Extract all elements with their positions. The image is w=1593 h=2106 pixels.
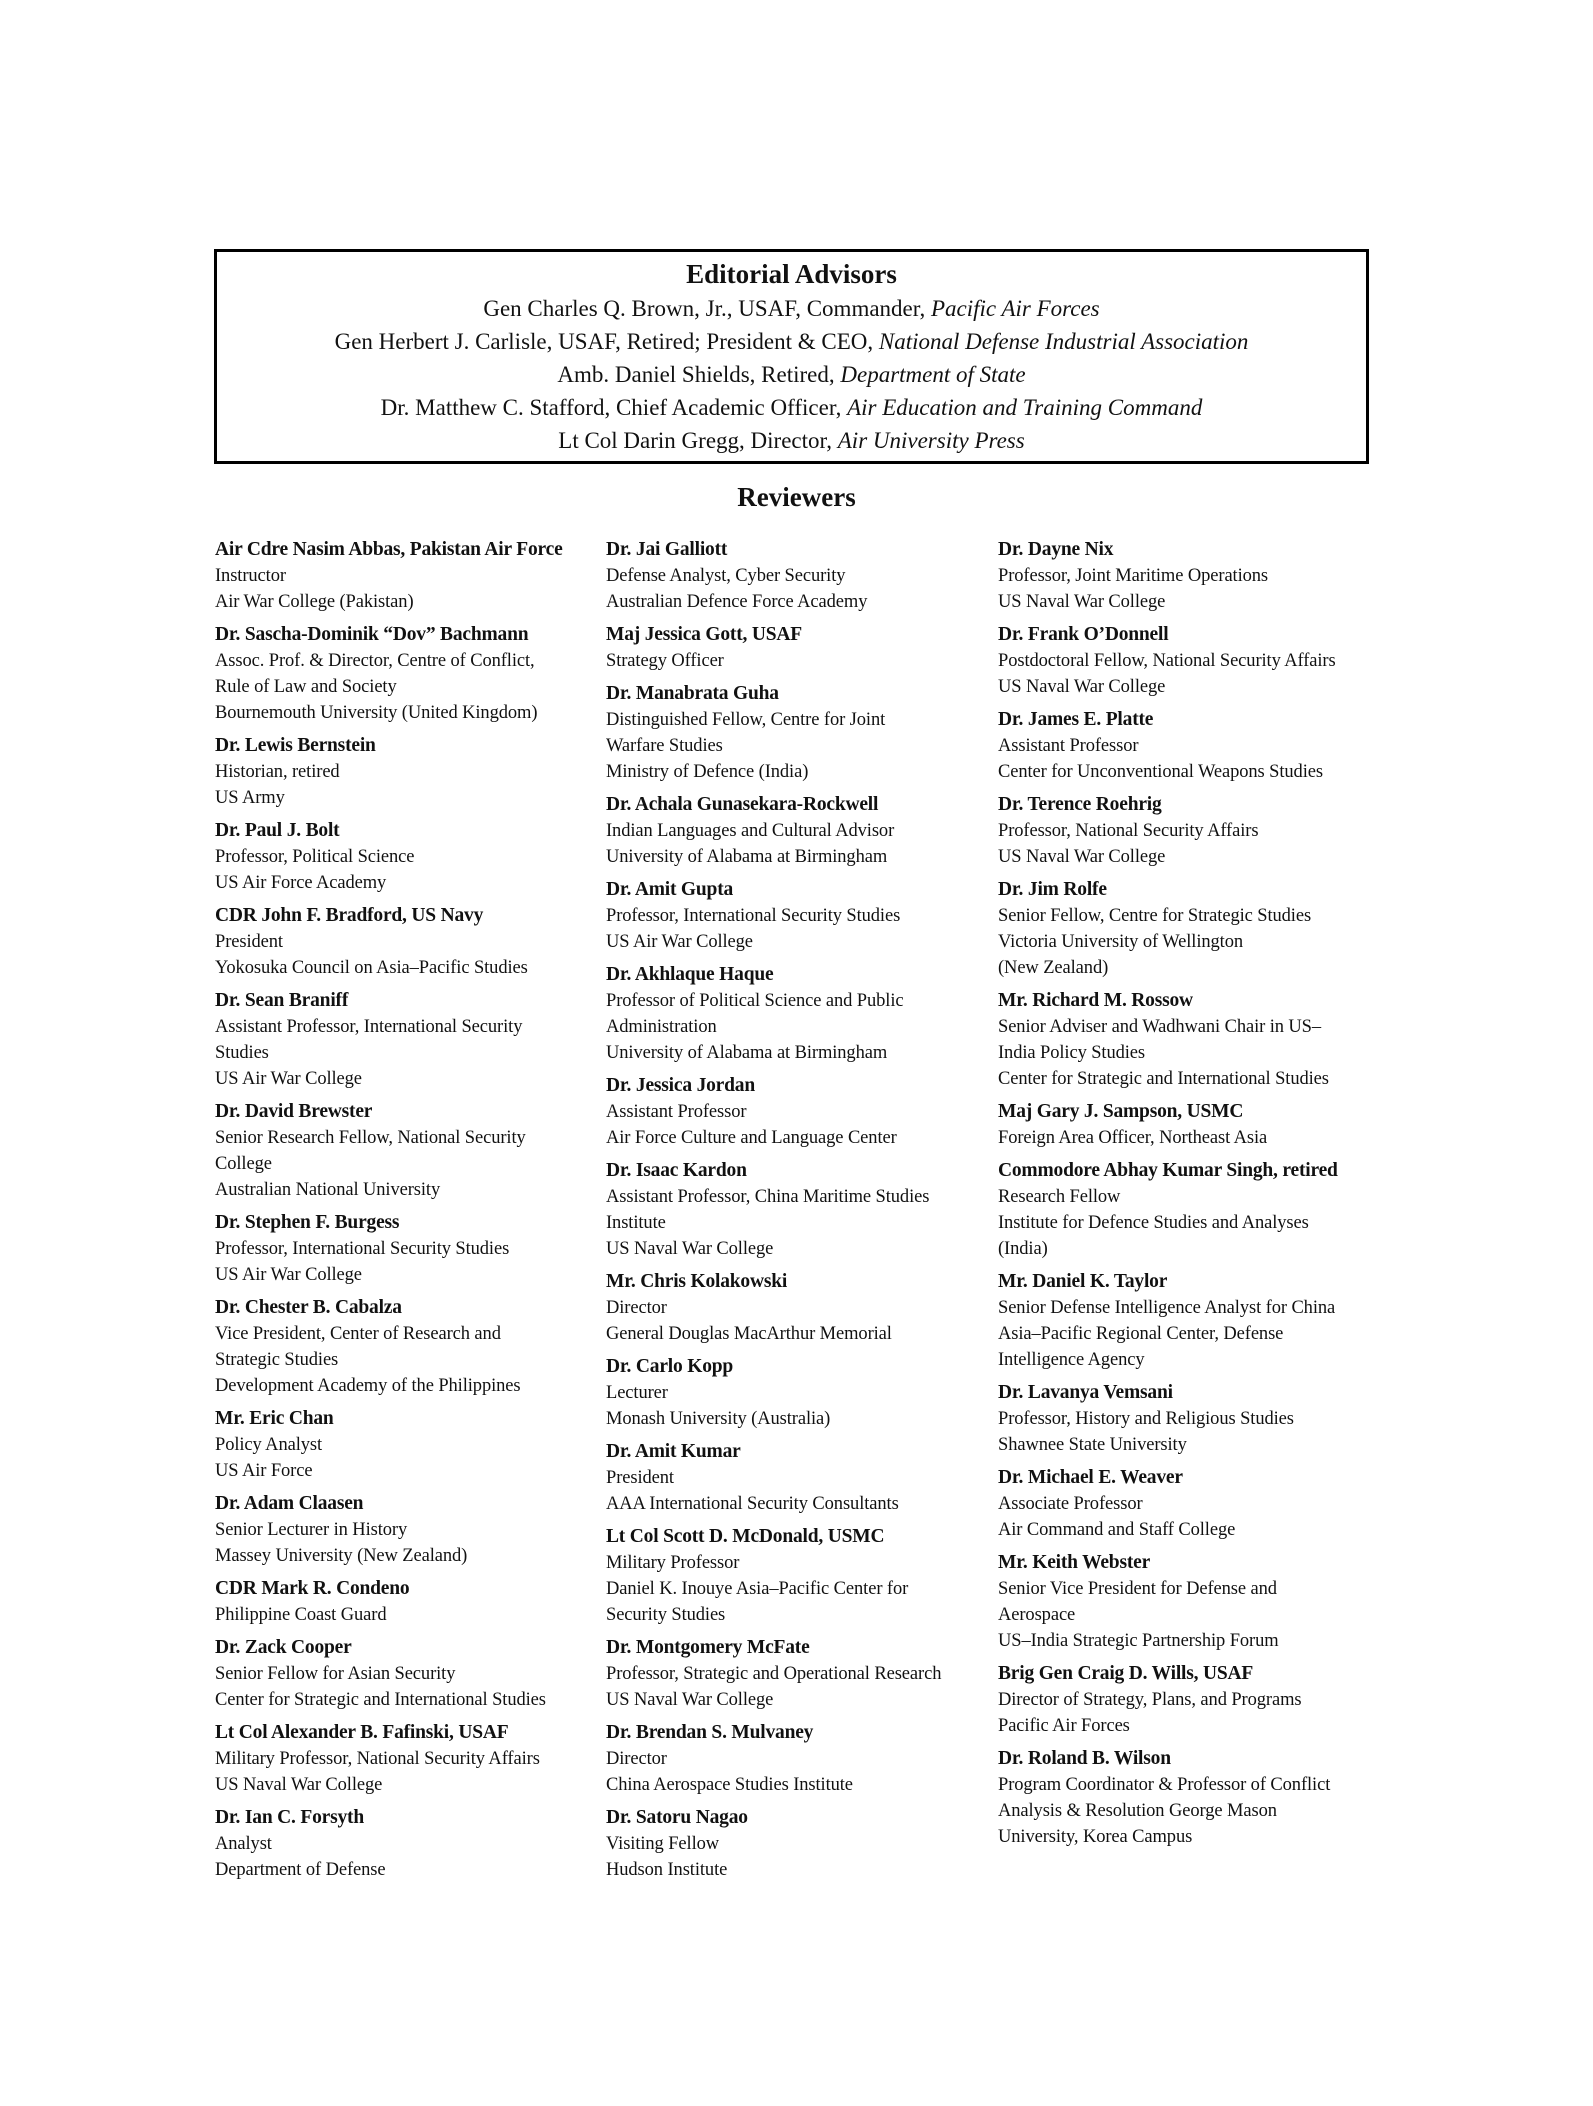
reviewer-affiliation-line: Asia–Pacific Regional Center, Defense	[998, 1324, 1284, 1344]
reviewer-affiliation-line: Defense Analyst, Cyber Security	[606, 566, 846, 586]
reviewer-affiliation-line: Foreign Area Officer, Northeast Asia	[998, 1128, 1268, 1148]
reviewer-name: Maj Gary J. Sampson, USMC	[998, 1101, 1244, 1122]
reviewer-affiliation-line: US Naval War College	[998, 847, 1166, 867]
reviewer-affiliation-line: Senior Lecturer in History	[215, 1520, 408, 1540]
reviewer-affiliation-line: Australian Defence Force Academy	[606, 592, 868, 612]
reviewer-affiliation-line: Victoria University of Wellington	[998, 932, 1244, 952]
reviewer-entry	[606, 1524, 991, 1628]
reviewer-entry	[606, 1720, 991, 1798]
reviewer-entry	[215, 1635, 600, 1713]
reviewer-entry	[215, 1720, 600, 1798]
reviewer-affiliation-line: US Air War College	[215, 1265, 362, 1285]
reviewer-name: Dr. Jessica Jordan	[606, 1075, 755, 1096]
reviewer-affiliation-line: Administration	[606, 1017, 717, 1037]
reviewer-affiliation-line: Professor, Strategic and Operational Research	[606, 1664, 942, 1684]
editorial-advisors-title: Editorial Advisors	[686, 259, 897, 289]
reviewer-entry	[998, 988, 1383, 1092]
reviewer-affiliation-line: US Air Force Academy	[215, 873, 387, 893]
reviewer-affiliation-line: Senior Defense Intelligence Analyst for China	[998, 1298, 1336, 1318]
reviewer-entry	[606, 792, 991, 870]
reviewer-affiliation-line: Institute for Defence Studies and Analyses	[998, 1213, 1309, 1233]
reviewer-name: CDR John F. Bradford, US Navy	[215, 905, 484, 926]
reviewer-affiliation-line: President	[606, 1468, 674, 1488]
editorial-advisors-box	[214, 249, 1369, 464]
reviewer-affiliation-line: Senior Fellow for Asian Security	[215, 1664, 456, 1684]
reviewer-affiliation-line: Intelligence Agency	[998, 1350, 1145, 1370]
reviewer-affiliation-line: Hudson Institute	[606, 1860, 728, 1880]
advisor-line	[217, 292, 1366, 325]
reviewer-name: Lt Col Scott D. McDonald, USMC	[606, 1526, 885, 1547]
reviewer-affiliation-line: US Naval War College	[606, 1239, 774, 1259]
reviewer-entry	[215, 903, 600, 981]
advisor-org: Air University Press	[837, 428, 1025, 453]
reviewer-entry	[606, 681, 991, 785]
reviewer-name: Dr. James E. Platte	[998, 709, 1154, 730]
reviewer-entry	[215, 733, 600, 811]
advisor-line	[217, 391, 1366, 424]
reviewer-affiliation-line: Senior Research Fellow, National Security	[215, 1128, 526, 1148]
reviewer-name: Dr. Lewis Bernstein	[215, 735, 376, 756]
reviewer-affiliation-line: Director of Strategy, Plans, and Programs	[998, 1690, 1302, 1710]
reviewer-affiliation-line: Assistant Professor	[606, 1102, 747, 1122]
reviewer-entry	[215, 1099, 600, 1203]
reviewer-affiliation-line: Shawnee State University	[998, 1435, 1187, 1455]
reviewer-name: Dr. Sean Braniff	[215, 990, 349, 1011]
reviewer-entry	[606, 962, 991, 1066]
reviewer-affiliation-line: University of Alabama at Birmingham	[606, 847, 888, 867]
reviewer-affiliation-line: Professor, History and Religious Studies	[998, 1409, 1294, 1429]
reviewer-affiliation-line: Senior Adviser and Wadhwani Chair in US–	[998, 1017, 1322, 1037]
reviewer-name: Dr. Lavanya Vemsani	[998, 1382, 1173, 1403]
reviewer-affiliation-line: Policy Analyst	[215, 1435, 323, 1455]
reviewer-affiliation-line: Massey University (New Zealand)	[215, 1546, 468, 1566]
reviewer-affiliation-line: US–India Strategic Partnership Forum	[998, 1631, 1279, 1651]
reviewer-entry	[606, 1354, 991, 1432]
reviewer-name: Dr. Brendan S. Mulvaney	[606, 1722, 814, 1743]
reviewer-affiliation-line: Military Professor, National Security Affairs	[215, 1749, 540, 1769]
reviewer-entry	[215, 1406, 600, 1484]
reviewer-affiliation-line: Professor, Political Science	[215, 847, 415, 867]
reviewer-affiliation-line: University, Korea Campus	[998, 1827, 1193, 1847]
reviewer-name: Dr. Akhlaque Haque	[606, 964, 774, 985]
reviewer-name: Mr. Chris Kolakowski	[606, 1271, 788, 1292]
reviewer-entry	[998, 1099, 1383, 1151]
reviewer-affiliation-line: Yokosuka Council on Asia–Pacific Studies	[215, 958, 528, 978]
reviewer-affiliation-line: Program Coordinator & Professor of Conflict	[998, 1775, 1331, 1795]
reviewer-affiliation-line: Postdoctoral Fellow, National Security Affairs	[998, 651, 1336, 671]
reviewer-name: Dr. Roland B. Wilson	[998, 1748, 1171, 1769]
reviewer-affiliation-line: AAA International Security Consultants	[606, 1494, 899, 1514]
reviewer-affiliation-line: Professor, International Security Studies	[215, 1239, 510, 1259]
reviewer-entry	[998, 877, 1383, 981]
reviewers-title: Reviewers	[737, 482, 856, 512]
reviewer-affiliation-line: Daniel K. Inouye Asia–Pacific Center for	[606, 1579, 909, 1599]
reviewer-affiliation-line: Director	[606, 1298, 667, 1318]
reviewer-name: Dr. Isaac Kardon	[606, 1160, 747, 1181]
reviewer-affiliation-line: Australian National University	[215, 1180, 441, 1200]
reviewer-affiliation-line: Strategic Studies	[215, 1350, 339, 1370]
reviewer-affiliation-line: US Naval War College	[998, 592, 1166, 612]
reviewer-affiliation-line: Professor of Political Science and Public	[606, 991, 904, 1011]
reviewer-affiliation-line: Monash University (Australia)	[606, 1409, 831, 1429]
reviewer-affiliation-line: Strategy Officer	[606, 651, 724, 671]
reviewer-affiliation-line: University of Alabama at Birmingham	[606, 1043, 888, 1063]
reviewer-affiliation-line: Studies	[215, 1043, 269, 1063]
reviewer-name: Dr. Amit Kumar	[606, 1441, 741, 1462]
reviewer-affiliation-line: Military Professor	[606, 1553, 740, 1573]
reviewer-affiliation-line: Visiting Fellow	[606, 1834, 720, 1854]
reviewer-affiliation-line: US Air War College	[215, 1069, 362, 1089]
reviewer-affiliation-line: Professor, National Security Affairs	[998, 821, 1259, 841]
reviewer-name: Brig Gen Craig D. Wills, USAF	[998, 1663, 1254, 1684]
reviewer-affiliation-line: Professor, International Security Studies	[606, 906, 901, 926]
reviewer-affiliation-line: Center for Unconventional Weapons Studies	[998, 762, 1323, 782]
reviewer-entry	[606, 1269, 991, 1347]
reviewer-affiliation-line: Security Studies	[606, 1605, 726, 1625]
reviewer-entry	[606, 1073, 991, 1151]
reviewer-affiliation-line: General Douglas MacArthur Memorial	[606, 1324, 892, 1344]
reviewer-affiliation-line: President	[215, 932, 283, 952]
reviewer-name: Dr. Jai Galliott	[606, 539, 728, 560]
reviewer-affiliation-line: Pacific Air Forces	[998, 1716, 1130, 1736]
reviewer-name: Dr. Montgomery McFate	[606, 1637, 810, 1658]
reviewer-name: Air Cdre Nasim Abbas, Pakistan Air Force	[215, 539, 563, 560]
reviewer-affiliation-line: Air Force Culture and Language Center	[606, 1128, 897, 1148]
reviewer-affiliation-line: India Policy Studies	[998, 1043, 1146, 1063]
reviewer-affiliation-line: Rule of Law and Society	[215, 677, 397, 697]
reviewer-affiliation-line: Analysis & Resolution George Mason	[998, 1801, 1277, 1821]
reviewer-entry	[998, 1465, 1383, 1543]
advisor-line	[217, 325, 1366, 358]
reviewer-affiliation-line: Professor, Joint Maritime Operations	[998, 566, 1269, 586]
reviewer-affiliation-line: US Army	[215, 788, 285, 808]
reviewer-entry	[998, 1158, 1383, 1262]
reviewer-entry	[215, 1210, 600, 1288]
reviewer-name: Dr. Sascha-Dominik “Dov” Bachmann	[215, 624, 529, 645]
reviewer-name: Dr. Zack Cooper	[215, 1637, 352, 1658]
reviewer-entry	[998, 1550, 1383, 1654]
reviewer-affiliation-line: US Air Force	[215, 1461, 313, 1481]
reviewers-column-1	[215, 537, 600, 1890]
reviewer-name: Mr. Richard M. Rossow	[998, 990, 1193, 1011]
reviewer-affiliation-line: Director	[606, 1749, 667, 1769]
reviewer-affiliation-line: Air War College (Pakistan)	[215, 592, 414, 612]
reviewer-affiliation-line: US Naval War College	[606, 1690, 774, 1710]
reviewer-name: Mr. Daniel K. Taylor	[998, 1271, 1168, 1292]
reviewer-entry	[215, 537, 600, 615]
reviewer-affiliation-line: Vice President, Center of Research and	[215, 1324, 501, 1344]
advisor-name: Amb. Daniel Shields, Retired,	[557, 362, 841, 387]
reviewer-entry	[998, 1380, 1383, 1458]
reviewer-affiliation-line: Bournemouth University (United Kingdom)	[215, 703, 538, 723]
advisor-org: National Defense Industrial Association	[878, 329, 1249, 354]
reviewer-affiliation-line: Senior Fellow, Centre for Strategic Studies	[998, 906, 1312, 926]
reviewer-affiliation-line: China Aerospace Studies Institute	[606, 1775, 853, 1795]
reviewer-name: Dr. Chester B. Cabalza	[215, 1297, 402, 1318]
reviewer-name: Dr. Paul J. Bolt	[215, 820, 340, 841]
reviewer-name: Dr. Amit Gupta	[606, 879, 734, 900]
reviewer-entry	[215, 622, 600, 726]
advisor-org: Air Education and Training Command	[847, 395, 1203, 420]
reviewer-name: Dr. Terence Roehrig	[998, 794, 1162, 815]
reviewer-name: Lt Col Alexander B. Fafinski, USAF	[215, 1722, 509, 1743]
reviewer-affiliation-line: Associate Professor	[998, 1494, 1143, 1514]
reviewer-name: Dr. Satoru Nagao	[606, 1807, 748, 1828]
reviewer-name: Dr. Manabrata Guha	[606, 683, 779, 704]
reviewer-entry	[998, 622, 1383, 700]
reviewer-name: Dr. Carlo Kopp	[606, 1356, 734, 1377]
reviewer-name: Commodore Abhay Kumar Singh, retired	[998, 1160, 1338, 1181]
reviewer-entry	[606, 877, 991, 955]
reviewer-affiliation-line: Center for Strategic and International Studies	[998, 1069, 1329, 1089]
reviewer-affiliation-line: Development Academy of the Philippines	[215, 1376, 521, 1396]
advisor-line	[217, 358, 1366, 391]
reviewer-name: Dr. Dayne Nix	[998, 539, 1114, 560]
reviewer-affiliation-line: Historian, retired	[215, 762, 340, 782]
reviewer-name: Mr. Keith Webster	[998, 1552, 1151, 1573]
reviewer-affiliation-line: Distinguished Fellow, Centre for Joint	[606, 710, 886, 730]
reviewer-affiliation-line: Ministry of Defence (India)	[606, 762, 809, 782]
advisor-name: Gen Charles Q. Brown, Jr., USAF, Commander,	[483, 296, 931, 321]
reviewer-affiliation-line: Air Command and Staff College	[998, 1520, 1236, 1540]
reviewer-entry	[998, 1269, 1383, 1373]
reviewer-affiliation-line: US Naval War College	[215, 1775, 383, 1795]
reviewer-affiliation-line: Lecturer	[606, 1383, 668, 1403]
reviewer-affiliation-line: Institute	[606, 1213, 666, 1233]
advisor-name: Gen Herbert J. Carlisle, USAF, Retired; President & CEO,	[334, 329, 879, 354]
reviewer-affiliation-line: Center for Strategic and International Studies	[215, 1690, 546, 1710]
reviewer-affiliation-line: Department of Defense	[215, 1860, 386, 1880]
reviewer-entry	[998, 707, 1383, 785]
reviewer-entry	[215, 818, 600, 896]
reviewer-entry	[998, 1661, 1383, 1739]
reviewer-affiliation-line: (New Zealand)	[998, 958, 1109, 978]
reviewer-affiliation-line: (India)	[998, 1239, 1048, 1259]
reviewers-column-3	[998, 537, 1383, 1857]
reviewer-affiliation-line: Analyst	[215, 1834, 272, 1854]
reviewers-column-2	[606, 537, 991, 1890]
reviewer-entry	[215, 1491, 600, 1569]
reviewer-entry	[606, 1805, 991, 1883]
reviewer-affiliation-line: Instructor	[215, 566, 286, 586]
reviewer-entry	[215, 1295, 600, 1399]
reviewer-name: CDR Mark R. Condeno	[215, 1578, 410, 1599]
reviewer-name: Dr. Frank O’Donnell	[998, 624, 1169, 645]
reviewer-entry	[998, 1746, 1383, 1850]
reviewer-affiliation-line: Aerospace	[998, 1605, 1076, 1625]
advisor-line	[217, 424, 1366, 457]
reviewer-affiliation-line: Assistant Professor	[998, 736, 1139, 756]
reviewer-name: Dr. Ian C. Forsyth	[215, 1807, 364, 1828]
reviewer-affiliation-line: Philippine Coast Guard	[215, 1605, 387, 1625]
advisor-name: Dr. Matthew C. Stafford, Chief Academic Officer,	[380, 395, 848, 420]
advisor-org: Department of State	[840, 362, 1026, 387]
reviewer-affiliation-line: Assistant Professor, China Maritime Studies	[606, 1187, 930, 1207]
reviewer-affiliation-line: Senior Vice President for Defense and	[998, 1579, 1277, 1599]
reviewer-entry	[998, 537, 1383, 615]
reviewer-name: Dr. Stephen F. Burgess	[215, 1212, 400, 1233]
reviewer-affiliation-line: US Naval War College	[998, 677, 1166, 697]
reviewer-entry	[606, 622, 991, 674]
reviewer-entry	[606, 1439, 991, 1517]
reviewer-entry	[998, 792, 1383, 870]
advisor-org: Pacific Air Forces	[930, 296, 1100, 321]
reviewer-name: Dr. Adam Claasen	[215, 1493, 364, 1514]
reviewer-name: Dr. Jim Rolfe	[998, 879, 1107, 900]
reviewer-entry	[215, 988, 600, 1092]
reviewer-affiliation-line: Research Fellow	[998, 1187, 1121, 1207]
reviewer-name: Maj Jessica Gott, USAF	[606, 624, 802, 645]
reviewer-entry	[215, 1805, 600, 1883]
reviewer-entry	[606, 1635, 991, 1713]
reviewer-name: Mr. Eric Chan	[215, 1408, 334, 1429]
reviewer-affiliation-line: US Air War College	[606, 932, 753, 952]
reviewer-entry	[606, 1158, 991, 1262]
reviewer-entry	[215, 1576, 600, 1628]
reviewer-affiliation-line: Assistant Professor, International Security	[215, 1017, 523, 1037]
reviewer-affiliation-line: Indian Languages and Cultural Advisor	[606, 821, 895, 841]
reviewer-name: Dr. Achala Gunasekara-Rockwell	[606, 794, 879, 815]
reviewer-name: Dr. David Brewster	[215, 1101, 373, 1122]
reviewer-affiliation-line: College	[215, 1154, 272, 1174]
reviewer-affiliation-line: Warfare Studies	[606, 736, 723, 756]
reviewer-entry	[606, 537, 991, 615]
reviewer-affiliation-line: Assoc. Prof. & Director, Centre of Conflict,	[215, 651, 535, 671]
reviewer-name: Dr. Michael E. Weaver	[998, 1467, 1183, 1488]
advisor-name: Lt Col Darin Gregg, Director,	[558, 428, 838, 453]
